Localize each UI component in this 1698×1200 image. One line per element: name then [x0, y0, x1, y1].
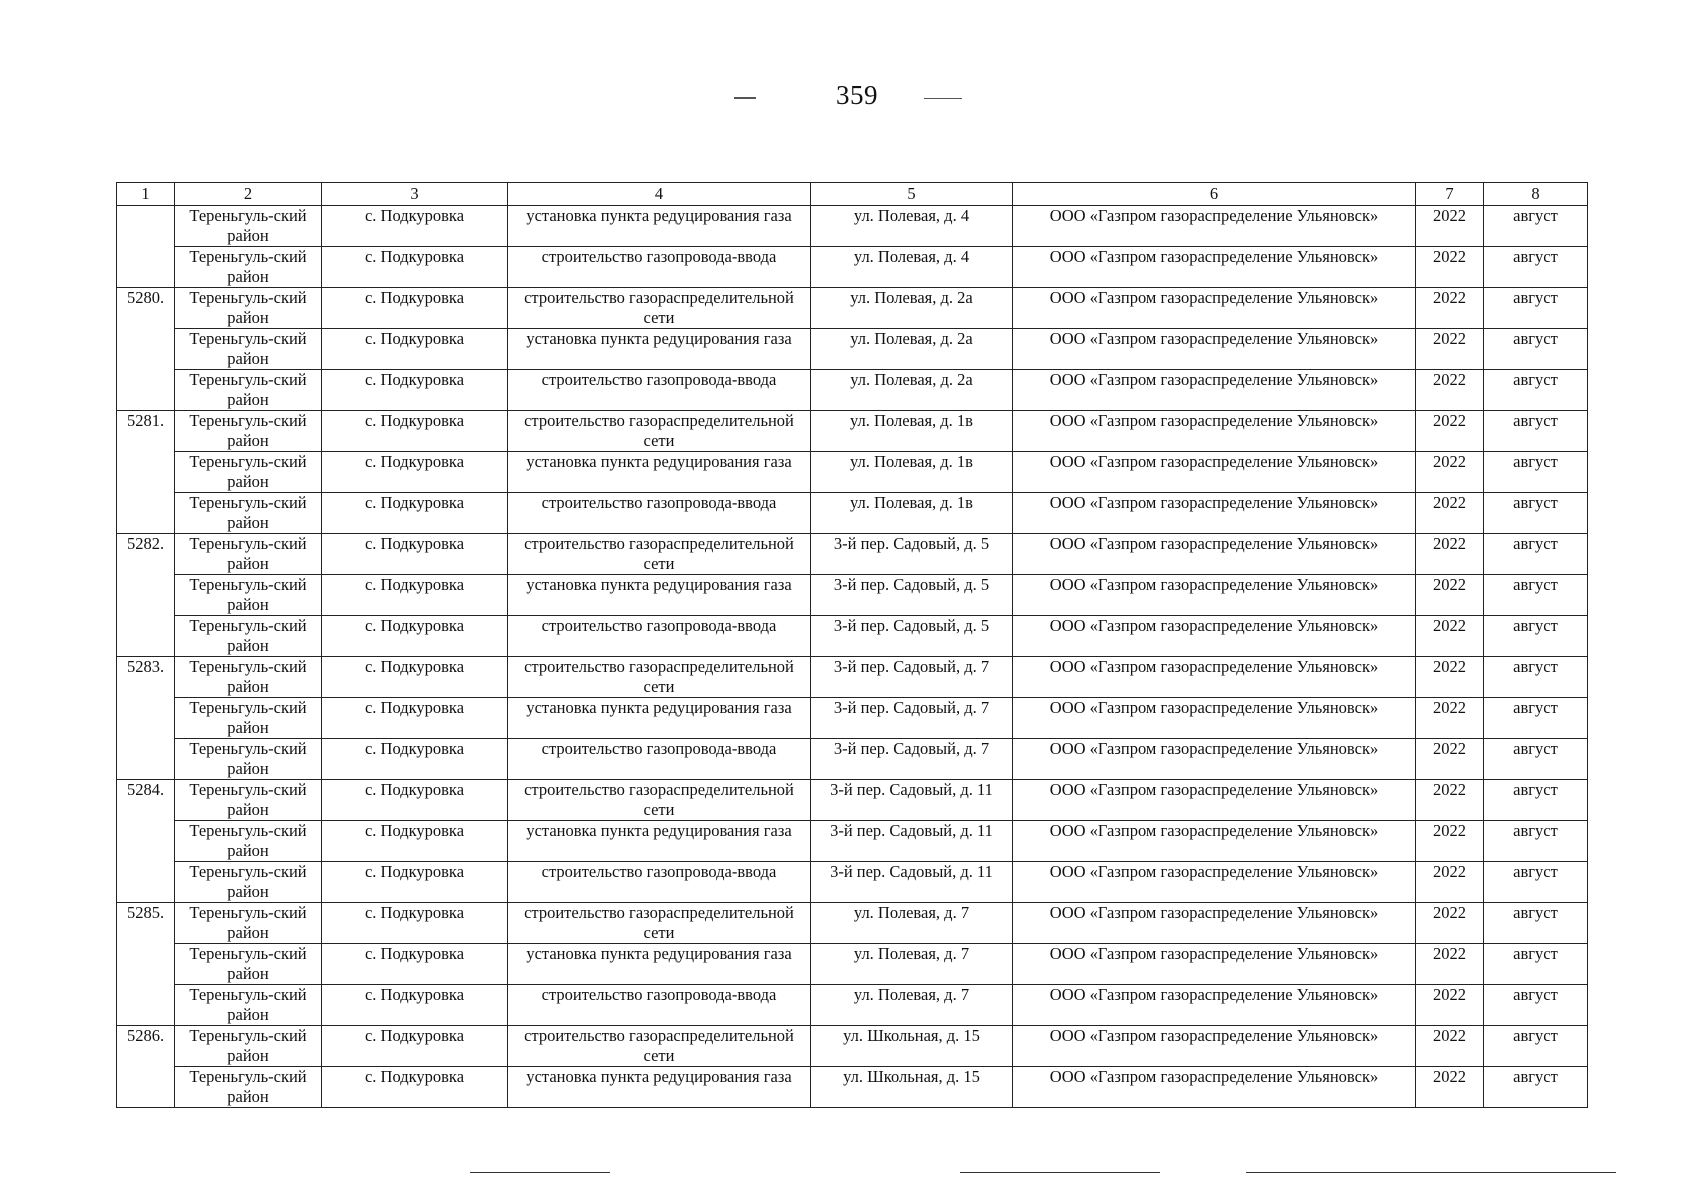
address-cell: ул. Полевая, д. 1в [811, 493, 1013, 534]
year-cell: 2022 [1416, 575, 1484, 616]
month-cell: август [1484, 1026, 1588, 1067]
page-number: 359 [836, 80, 878, 110]
scan-speck [924, 98, 962, 99]
year-cell: 2022 [1416, 903, 1484, 944]
year-cell: 2022 [1416, 616, 1484, 657]
month-cell: август [1484, 1067, 1588, 1108]
scan-speck [734, 97, 756, 99]
organization-cell: ООО «Газпром газораспределение Ульяновск» [1013, 903, 1416, 944]
month-cell: август [1484, 206, 1588, 247]
table-row [117, 575, 1588, 616]
organization-cell: ООО «Газпром газораспределение Ульяновск» [1013, 493, 1416, 534]
scan-edge-line [470, 1172, 610, 1173]
column-header: 1 [117, 183, 175, 206]
work-type-cell: строительство газораспределительной сети [508, 903, 811, 944]
month-cell: август [1484, 698, 1588, 739]
settlement-cell: с. Подкуровка [322, 985, 508, 1026]
address-cell: ул. Полевая, д. 4 [811, 247, 1013, 288]
work-type-cell: строительство газопровода-ввода [508, 616, 811, 657]
district-cell: Тереньгуль-ский район [175, 247, 322, 288]
table-row [117, 452, 1588, 493]
month-cell: август [1484, 452, 1588, 493]
district-cell: Тереньгуль-ский район [175, 698, 322, 739]
organization-cell: ООО «Газпром газораспределение Ульяновск» [1013, 780, 1416, 821]
organization-cell: ООО «Газпром газораспределение Ульяновск» [1013, 575, 1416, 616]
organization-cell: ООО «Газпром газораспределение Ульяновск» [1013, 944, 1416, 985]
entry-number-cell: 5282. [117, 534, 175, 657]
table-row [117, 821, 1588, 862]
work-type-cell: установка пункта редуцирования газа [508, 452, 811, 493]
column-header: 2 [175, 183, 322, 206]
work-type-cell: установка пункта редуцирования газа [508, 1067, 811, 1108]
address-cell: ул. Полевая, д. 2а [811, 288, 1013, 329]
district-cell: Тереньгуль-ский район [175, 206, 322, 247]
entry-number-cell: 5281. [117, 411, 175, 534]
column-header: 6 [1013, 183, 1416, 206]
organization-cell: ООО «Газпром газораспределение Ульяновск» [1013, 657, 1416, 698]
settlement-cell: с. Подкуровка [322, 821, 508, 862]
work-type-cell: установка пункта редуцирования газа [508, 698, 811, 739]
table-row [117, 493, 1588, 534]
year-cell: 2022 [1416, 780, 1484, 821]
month-cell: август [1484, 575, 1588, 616]
district-cell: Тереньгуль-ский район [175, 288, 322, 329]
table-row [117, 247, 1588, 288]
settlement-cell: с. Подкуровка [322, 780, 508, 821]
year-cell: 2022 [1416, 411, 1484, 452]
month-cell: август [1484, 493, 1588, 534]
settlement-cell: с. Подкуровка [322, 862, 508, 903]
table-row [117, 329, 1588, 370]
district-cell: Тереньгуль-ский район [175, 903, 322, 944]
organization-cell: ООО «Газпром газораспределение Ульяновск» [1013, 862, 1416, 903]
district-cell: Тереньгуль-ский район [175, 780, 322, 821]
district-cell: Тереньгуль-ский район [175, 821, 322, 862]
entry-number-cell: 5286. [117, 1026, 175, 1108]
work-type-cell: строительство газораспределительной сети [508, 780, 811, 821]
settlement-cell: с. Подкуровка [322, 411, 508, 452]
month-cell: август [1484, 780, 1588, 821]
year-cell: 2022 [1416, 862, 1484, 903]
address-cell: ул. Полевая, д. 7 [811, 944, 1013, 985]
year-cell: 2022 [1416, 493, 1484, 534]
organization-cell: ООО «Газпром газораспределение Ульяновск» [1013, 452, 1416, 493]
district-cell: Тереньгуль-ский район [175, 329, 322, 370]
month-cell: август [1484, 657, 1588, 698]
table-row [117, 534, 1588, 575]
entry-number-cell: 5284. [117, 780, 175, 903]
month-cell: август [1484, 534, 1588, 575]
district-cell: Тереньгуль-ский район [175, 575, 322, 616]
organization-cell: ООО «Газпром газораспределение Ульяновск» [1013, 985, 1416, 1026]
column-header: 5 [811, 183, 1013, 206]
address-cell: ул. Полевая, д. 2а [811, 329, 1013, 370]
year-cell: 2022 [1416, 1067, 1484, 1108]
table-row [117, 1026, 1588, 1067]
scan-edge-line [960, 1172, 1160, 1173]
address-cell: ул. Школьная, д. 15 [811, 1067, 1013, 1108]
month-cell: август [1484, 903, 1588, 944]
organization-cell: ООО «Газпром газораспределение Ульяновск» [1013, 411, 1416, 452]
work-type-cell: установка пункта редуцирования газа [508, 575, 811, 616]
gasification-schedule-table [116, 182, 1588, 1108]
table-row [117, 411, 1588, 452]
district-cell: Тереньгуль-ский район [175, 1067, 322, 1108]
month-cell: август [1484, 288, 1588, 329]
year-cell: 2022 [1416, 657, 1484, 698]
entry-number-cell [117, 206, 175, 288]
month-cell: август [1484, 247, 1588, 288]
district-cell: Тереньгуль-ский район [175, 739, 322, 780]
table-row [117, 944, 1588, 985]
column-header: 4 [508, 183, 811, 206]
table-row [117, 370, 1588, 411]
month-cell: август [1484, 616, 1588, 657]
year-cell: 2022 [1416, 534, 1484, 575]
district-cell: Тереньгуль-ский район [175, 493, 322, 534]
address-cell: ул. Полевая, д. 4 [811, 206, 1013, 247]
work-type-cell: строительство газораспределительной сети [508, 1026, 811, 1067]
table-row [117, 903, 1588, 944]
address-cell: ул. Полевая, д. 7 [811, 903, 1013, 944]
month-cell: август [1484, 862, 1588, 903]
district-cell: Тереньгуль-ский район [175, 862, 322, 903]
entry-number-cell: 5280. [117, 288, 175, 411]
address-cell: 3-й пер. Садовый, д. 11 [811, 821, 1013, 862]
table-row [117, 657, 1588, 698]
settlement-cell: с. Подкуровка [322, 206, 508, 247]
organization-cell: ООО «Газпром газораспределение Ульяновск» [1013, 206, 1416, 247]
work-type-cell: строительство газопровода-ввода [508, 862, 811, 903]
work-type-cell: строительство газораспределительной сети [508, 411, 811, 452]
table-row [117, 616, 1588, 657]
district-cell: Тереньгуль-ский район [175, 452, 322, 493]
work-type-cell: строительство газопровода-ввода [508, 493, 811, 534]
organization-cell: ООО «Газпром газораспределение Ульяновск» [1013, 698, 1416, 739]
year-cell: 2022 [1416, 985, 1484, 1026]
address-cell: ул. Полевая, д. 1в [811, 411, 1013, 452]
year-cell: 2022 [1416, 370, 1484, 411]
year-cell: 2022 [1416, 944, 1484, 985]
organization-cell: ООО «Газпром газораспределение Ульяновск» [1013, 534, 1416, 575]
organization-cell: ООО «Газпром газораспределение Ульяновск» [1013, 370, 1416, 411]
settlement-cell: с. Подкуровка [322, 452, 508, 493]
settlement-cell: с. Подкуровка [322, 739, 508, 780]
settlement-cell: с. Подкуровка [322, 370, 508, 411]
settlement-cell: с. Подкуровка [322, 616, 508, 657]
month-cell: август [1484, 329, 1588, 370]
address-cell: ул. Полевая, д. 7 [811, 985, 1013, 1026]
address-cell: 3-й пер. Садовый, д. 5 [811, 575, 1013, 616]
table-row [117, 739, 1588, 780]
year-cell: 2022 [1416, 247, 1484, 288]
settlement-cell: с. Подкуровка [322, 903, 508, 944]
month-cell: август [1484, 944, 1588, 985]
table-row [117, 698, 1588, 739]
organization-cell: ООО «Газпром газораспределение Ульяновск» [1013, 739, 1416, 780]
district-cell: Тереньгуль-ский район [175, 370, 322, 411]
month-cell: август [1484, 985, 1588, 1026]
address-cell: ул. Полевая, д. 1в [811, 452, 1013, 493]
table-row [117, 288, 1588, 329]
address-cell: 3-й пер. Садовый, д. 7 [811, 698, 1013, 739]
table-row [117, 862, 1588, 903]
organization-cell: ООО «Газпром газораспределение Ульяновск» [1013, 821, 1416, 862]
settlement-cell: с. Подкуровка [322, 1067, 508, 1108]
settlement-cell: с. Подкуровка [322, 698, 508, 739]
address-cell: 3-й пер. Садовый, д. 11 [811, 862, 1013, 903]
table-row [117, 206, 1588, 247]
address-cell: ул. Школьная, д. 15 [811, 1026, 1013, 1067]
organization-cell: ООО «Газпром газораспределение Ульяновск» [1013, 1067, 1416, 1108]
organization-cell: ООО «Газпром газораспределение Ульяновск» [1013, 616, 1416, 657]
organization-cell: ООО «Газпром газораспределение Ульяновск» [1013, 288, 1416, 329]
table-row [117, 1067, 1588, 1108]
work-type-cell: установка пункта редуцирования газа [508, 944, 811, 985]
district-cell: Тереньгуль-ский район [175, 985, 322, 1026]
year-cell: 2022 [1416, 452, 1484, 493]
address-cell: 3-й пер. Садовый, д. 5 [811, 616, 1013, 657]
column-header: 7 [1416, 183, 1484, 206]
year-cell: 2022 [1416, 288, 1484, 329]
district-cell: Тереньгуль-ский район [175, 1026, 322, 1067]
year-cell: 2022 [1416, 821, 1484, 862]
work-type-cell: строительство газопровода-ввода [508, 739, 811, 780]
address-cell: 3-й пер. Садовый, д. 7 [811, 657, 1013, 698]
district-cell: Тереньгуль-ский район [175, 411, 322, 452]
settlement-cell: с. Подкуровка [322, 493, 508, 534]
work-type-cell: установка пункта редуцирования газа [508, 821, 811, 862]
work-type-cell: строительство газораспределительной сети [508, 657, 811, 698]
column-header: 8 [1484, 183, 1588, 206]
organization-cell: ООО «Газпром газораспределение Ульяновск» [1013, 247, 1416, 288]
district-cell: Тереньгуль-ский район [175, 944, 322, 985]
work-type-cell: установка пункта редуцирования газа [508, 329, 811, 370]
settlement-cell: с. Подкуровка [322, 288, 508, 329]
work-type-cell: строительство газораспределительной сети [508, 534, 811, 575]
address-cell: 3-й пер. Садовый, д. 11 [811, 780, 1013, 821]
table-row [117, 780, 1588, 821]
year-cell: 2022 [1416, 739, 1484, 780]
district-cell: Тереньгуль-ский район [175, 657, 322, 698]
entry-number-cell: 5283. [117, 657, 175, 780]
address-cell: ул. Полевая, д. 2а [811, 370, 1013, 411]
month-cell: август [1484, 739, 1588, 780]
work-type-cell: установка пункта редуцирования газа [508, 206, 811, 247]
column-header: 3 [322, 183, 508, 206]
settlement-cell: с. Подкуровка [322, 944, 508, 985]
settlement-cell: с. Подкуровка [322, 247, 508, 288]
work-type-cell: строительство газораспределительной сети [508, 288, 811, 329]
entry-number-cell: 5285. [117, 903, 175, 1026]
month-cell: август [1484, 370, 1588, 411]
month-cell: август [1484, 821, 1588, 862]
work-type-cell: строительство газопровода-ввода [508, 985, 811, 1026]
month-cell: август [1484, 411, 1588, 452]
year-cell: 2022 [1416, 329, 1484, 370]
column-number-header-row [117, 183, 1588, 206]
year-cell: 2022 [1416, 206, 1484, 247]
address-cell: 3-й пер. Садовый, д. 7 [811, 739, 1013, 780]
work-type-cell: строительство газопровода-ввода [508, 247, 811, 288]
year-cell: 2022 [1416, 698, 1484, 739]
organization-cell: ООО «Газпром газораспределение Ульяновск» [1013, 1026, 1416, 1067]
settlement-cell: с. Подкуровка [322, 534, 508, 575]
table-row [117, 985, 1588, 1026]
address-cell: 3-й пер. Садовый, д. 5 [811, 534, 1013, 575]
year-cell: 2022 [1416, 1026, 1484, 1067]
scan-edge-line [1246, 1172, 1616, 1173]
organization-cell: ООО «Газпром газораспределение Ульяновск» [1013, 329, 1416, 370]
work-type-cell: строительство газопровода-ввода [508, 370, 811, 411]
settlement-cell: с. Подкуровка [322, 575, 508, 616]
district-cell: Тереньгуль-ский район [175, 616, 322, 657]
settlement-cell: с. Подкуровка [322, 1026, 508, 1067]
settlement-cell: с. Подкуровка [322, 329, 508, 370]
district-cell: Тереньгуль-ский район [175, 534, 322, 575]
settlement-cell: с. Подкуровка [322, 657, 508, 698]
